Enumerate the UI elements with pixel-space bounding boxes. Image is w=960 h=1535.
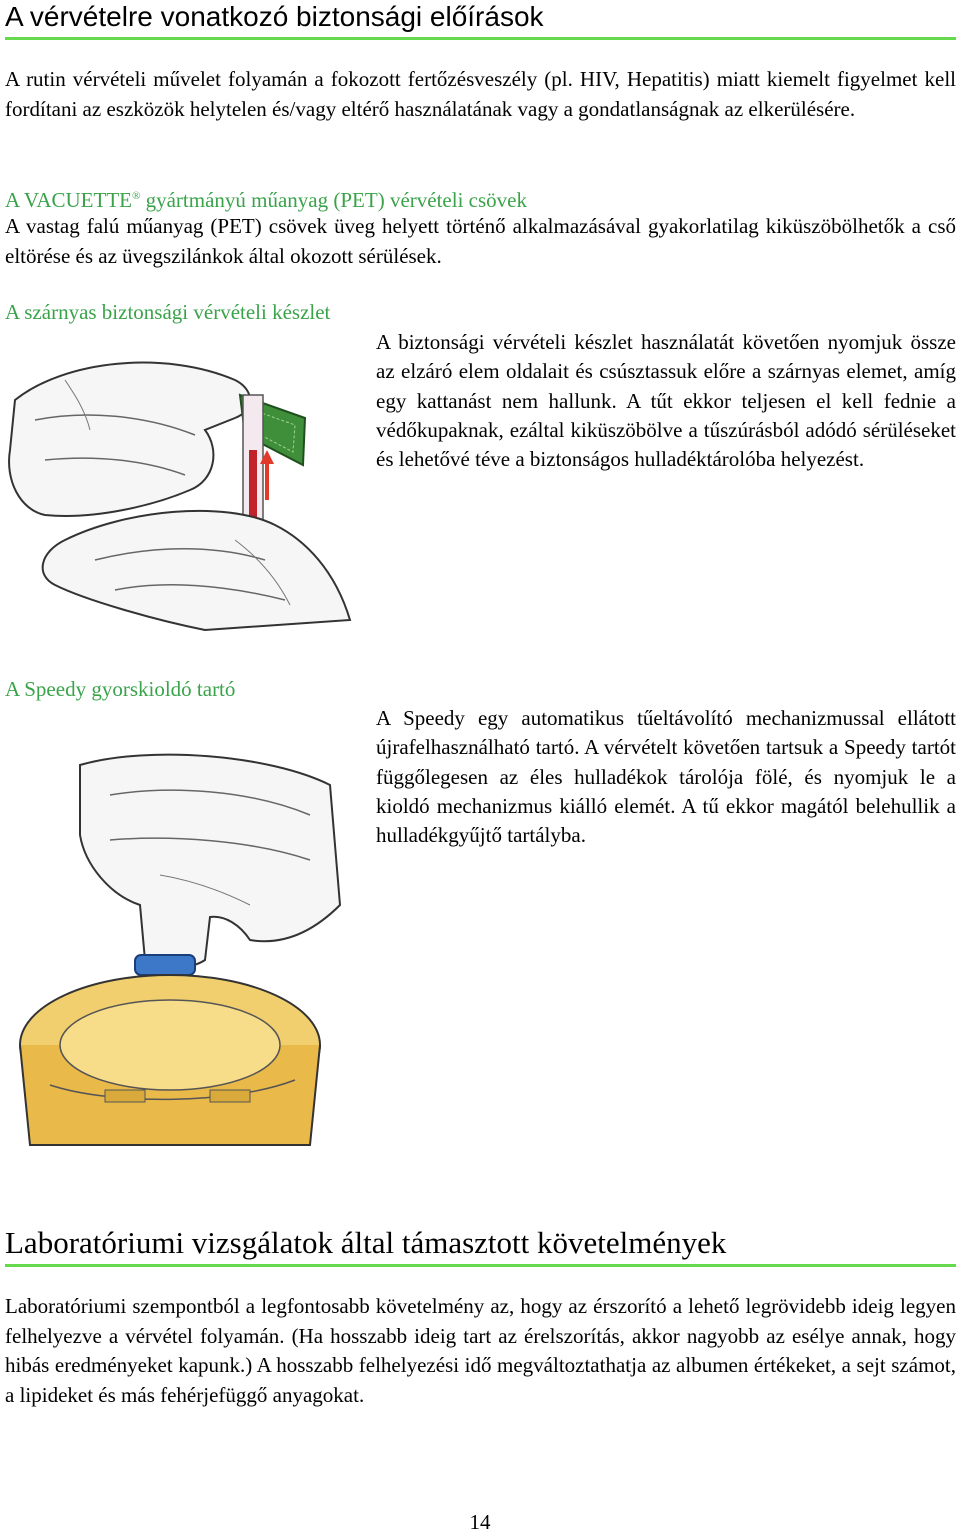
speedy-collar-shape (135, 955, 195, 975)
heading-rule (5, 37, 956, 40)
winged-set-heading: A szárnyas biztonsági vérvételi készlet (5, 300, 331, 324)
lab-requirements-paragraph: Laboratóriumi szempontból a legfontosabb követelmény az, hogy az érszorító a lehető legrövidebb ideig legyen felhelyezve a vérvétel folyamán. (Ha hosszabb ideig tart az érelszorítás, akkor nagyobb az esélye annak, hogy hibás eredményeket kapunk.) A hosszabb felhelyezési idő megváltoztathatja az albumen értékeket, a sejt számot, a lipideket és más fehérjefüggő anyagokat. (5, 1294, 956, 1407)
speedy-holder-illustration (10, 745, 355, 1155)
winged-set-paragraph: A biztonsági vérvételi készlet használatát követően nyomjuk össze az elzáró elem oldalait és csúsztassuk előre a szárnyas elemet, amíg egy kattanást nem hallunk. A tűt ekkor teljesen el kell fednie a védőkupaknak, ezáltal kiküszöbölve a tűszúrásból adódó sérüléseket és lehetővé téve a biztonságos hulladéktárolóba helyezést. (376, 330, 956, 472)
heading-rule (5, 1264, 956, 1267)
section-title-safety: A vérvételre vonatkozó biztonsági előírások (5, 1, 544, 32)
section-title-lab-requirements: Laboratóriumi vizsgálatok által támasztott követelmények (5, 1225, 727, 1260)
speedy-paragraph: A Speedy egy automatikus tűeltávolító mechanizmussal ellátott újrafelhasználható tartó. A vérvételt követően tartsuk a Speedy tartót függőlegesen az éles hulladékok tárolója fölé, és nyomjuk le a kioldó mechanizmus kiálló elemét. A tű ekkor magától belehullik a hulladékgyűjtő tartályba. (376, 706, 956, 848)
speedy-heading: A Speedy gyorskioldó tartó (5, 677, 236, 701)
intro-paragraph: A rutin vérvételi művelet folyamán a fokozott fertőzésveszély (pl. HIV, Hepatitis) miatt kiemelt figyelmet kell fordítani az eszközök helytelen és/vagy eltérő használatának vagy a gondatlanságnak az elkerülésére. (5, 67, 956, 121)
vacuette-paragraph: A vastag falú műanyag (PET) csövek üveg helyett történő alkalmazásával gyakorlatilag kiküszöbölhetők a cső eltörése és az üvegszilánkok által okozott sérülések. (5, 214, 956, 268)
winged-set-illustration (5, 340, 370, 635)
page-number: 14 (469, 1510, 491, 1534)
registered-mark: ® (131, 190, 141, 202)
vacuette-heading: A VACUETTE® gyártmányú műanyag (PET) vérvételi csövek (5, 188, 527, 212)
